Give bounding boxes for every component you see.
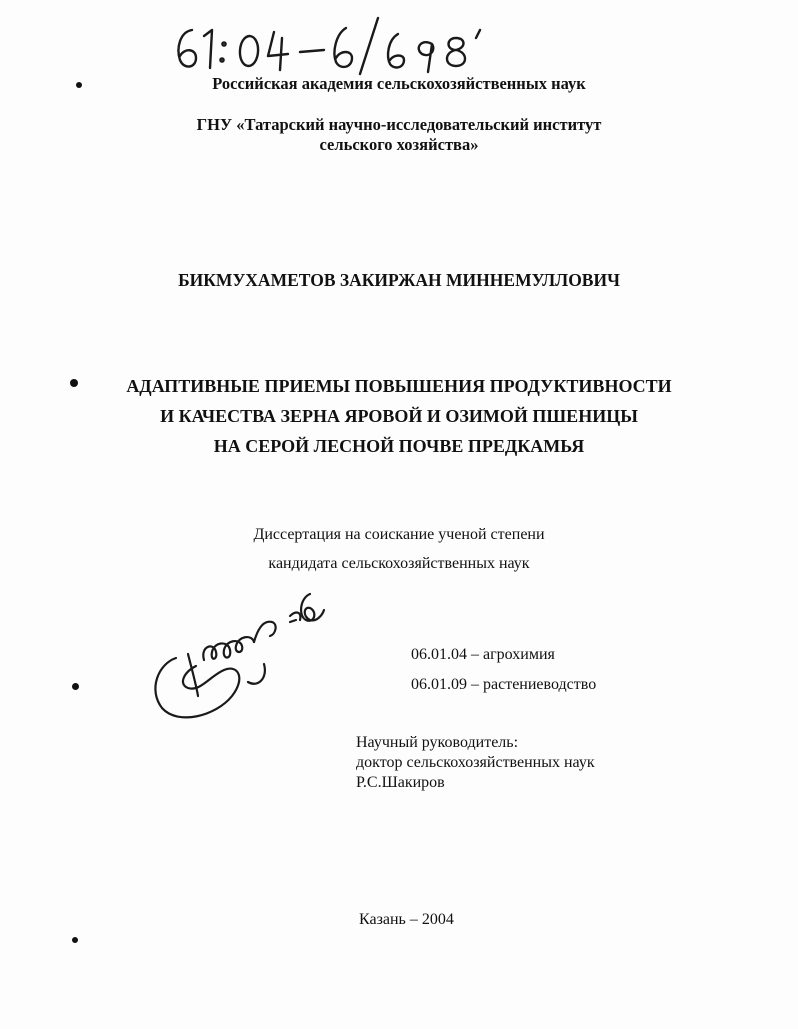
degree-line2: кандидата сельскохозяйственных наук: [268, 555, 530, 572]
margin-mark: [72, 683, 79, 690]
supervisor-label: Научный руководитель:: [356, 734, 519, 751]
signature: [140, 580, 340, 730]
handwritten-archive-code: [150, 8, 550, 78]
specialty-agrochemistry: 06.01.04 – агрохимия: [411, 646, 555, 663]
title-line2: И КАЧЕСТВА ЗЕРНА ЯРОВОЙ И ОЗИМОЙ ПШЕНИЦЫ: [160, 406, 638, 426]
academy-name: Российская академия сельскохозяйственных наук: [212, 74, 586, 93]
specialty-crop-production: 06.01.09 – растениеводство: [411, 676, 597, 693]
supervisor-name: Р.С.Шакиров: [356, 774, 445, 791]
margin-mark: [72, 937, 78, 943]
title-line3: НА СЕРОЙ ЛЕСНОЙ ПОЧВЕ ПРЕДКАМЬЯ: [213, 436, 585, 456]
supervisor-degree: доктор сельскохозяйственных наук: [356, 754, 595, 771]
institute-name-line2: сельского хозяйства»: [319, 135, 479, 154]
institute-name-line1: ГНУ «Татарский научно-исследовательский институт: [196, 115, 602, 134]
author-name: БИКМУХАМЕТОВ ЗАКИРЖАН МИННЕМУЛЛОВИЧ: [178, 270, 620, 290]
city-year: Казань – 2004: [359, 911, 454, 928]
title-line1: АДАПТИВНЫЕ ПРИЕМЫ ПОВЫШЕНИЯ ПРОДУКТИВНОСТИ: [126, 376, 672, 396]
degree-line1: Диссертация на соискание ученой степени: [253, 526, 545, 543]
